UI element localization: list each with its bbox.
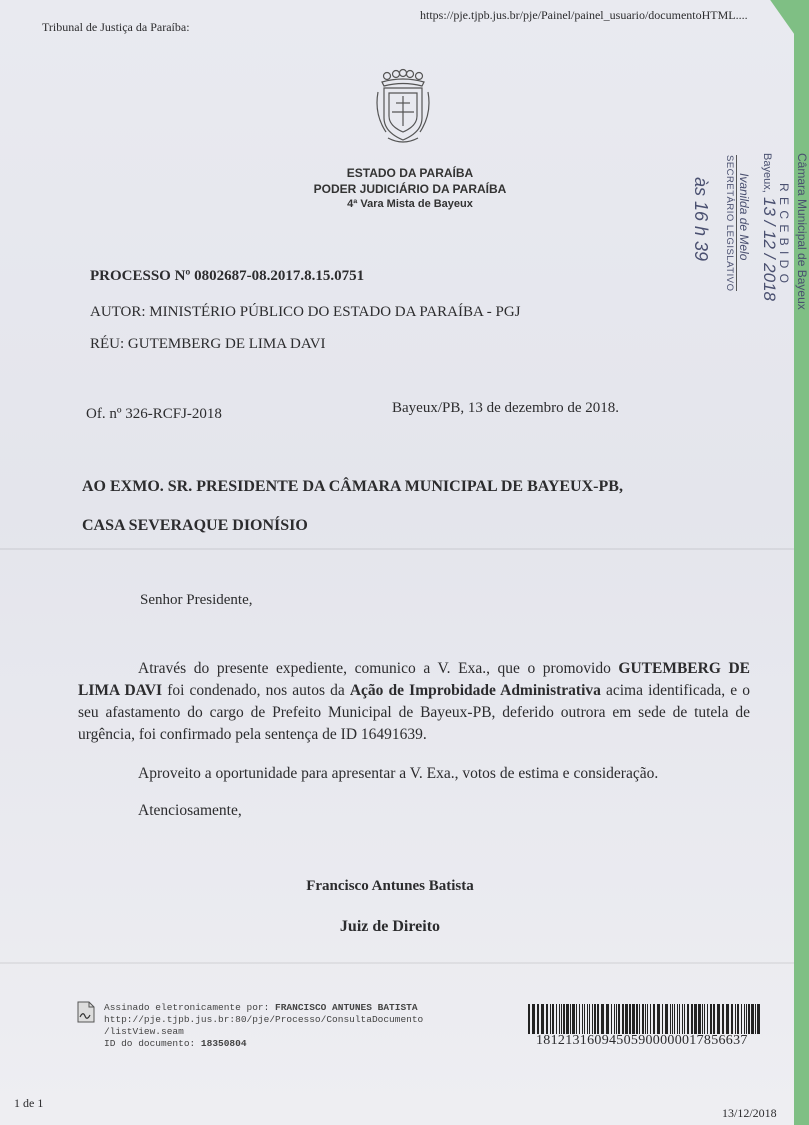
barcode [528,1004,760,1034]
barcode-bar [657,1004,660,1034]
barcode-bar [563,1004,565,1034]
signature-line [104,1002,423,1014]
barcode-bar [735,1004,736,1034]
barcode-bar [597,1004,599,1034]
document-id: 18350804 [200,1038,247,1049]
court-unit: 4ª Vara Mista de Bayeux [347,198,473,210]
barcode-bar [550,1004,551,1034]
barcode-bar [662,1004,663,1034]
barcode-bar [611,1004,612,1034]
fold-line [0,548,794,550]
body-text: Através do presente expediente, comunico a V. Exa., que o promovido [138,660,619,677]
barcode-bar [537,1004,539,1034]
barcode-bar [614,1004,615,1034]
barcode-bar [682,1004,683,1034]
barcode-bar [731,1004,733,1034]
barcode-bar [579,1004,580,1034]
barcode-bar [687,1004,689,1034]
barcode-bar [629,1004,631,1034]
recipient-house: CASA SEVERAQUE DIONÍSIO [82,517,308,534]
stamp-place: Bayeux, [761,153,773,193]
barcode-bar [748,1004,750,1034]
barcode-bar [625,1004,628,1034]
footer-date: 13/12/2018 [722,1106,777,1120]
barcode-bar [592,1004,593,1034]
case-defendant: RÉU: GUTEMBERG DE LIMA DAVI [90,336,326,352]
barcode-bar [679,1004,680,1034]
signer-role: Juiz de Direito [339,918,441,935]
barcode-bar [556,1004,557,1034]
barcode-bar [674,1004,675,1034]
judiciary-title: PODER JUDICIÁRIO DA PARAÍBA [313,182,507,196]
barcode-bar [601,1004,604,1034]
court-name: Tribunal de Justiça da Paraíba: [42,20,190,34]
barcode-bar [639,1004,640,1034]
process-number: PROCESSO Nº 0802687-08.2017.8.15.0751 [90,268,365,284]
body-text: acima identificada, e o seu afastamento do cargo de Prefeito Municipal de Bayeux-PB, deferido outrora em sede de tutela de urgência, foi confirmado pela sentença de ID 16491639. [78,682,750,743]
barcode-bar [672,1004,673,1034]
barcode-bar [751,1004,754,1034]
greeting: Senhor Presidente, [140,592,253,608]
barcode-bar [632,1004,635,1034]
barcode-bar [642,1004,644,1034]
oficio-number: Of. nº 326-RCFJ-2018 [86,406,222,422]
barcode-bar [566,1004,569,1034]
barcode-bar [618,1004,620,1034]
stamp-title: Câmara Municipal de Bayeux [795,153,809,310]
regards-paragraph: Aproveito a oportunidade para apresentar a V. Exa., votos de estima e consideração. [138,765,659,782]
barcode-bar [532,1004,535,1034]
barcode-bar [589,1004,590,1034]
digital-signature-icon [74,1000,98,1024]
barcode-bar [528,1004,530,1034]
signer-name: Francisco Antunes Batista [306,878,474,894]
barcode-bar [541,1004,544,1034]
barcode-bar [576,1004,577,1034]
stamp-department: SECRETÁRIO LEGISLATIVO [724,155,735,292]
barcode-bar [694,1004,697,1034]
action-name: Ação de Improbidade Administrativa [349,682,601,699]
barcode-bar [704,1004,705,1034]
barcode-bar [647,1004,648,1034]
case-author: AUTOR: MINISTÉRIO PÚBLICO DO ESTADO DA PARAÍBA - PGJ [90,304,521,320]
stamp-received: R E C E B I D O [777,183,791,285]
barcode-bar [584,1004,585,1034]
barcode-bar [744,1004,745,1034]
barcode-bar [665,1004,668,1034]
barcode-bar [677,1004,678,1034]
barcode-bar [741,1004,742,1034]
page-indicator: 1 de 1 [14,1096,44,1110]
barcode-bar [717,1004,720,1034]
document-id-line [104,1038,423,1050]
barcode-bar [698,1004,701,1034]
barcode-bar [726,1004,729,1034]
document-id-label: ID do documento: [104,1038,201,1049]
signature-name: FRANCISCO ANTUNES BATISTA [275,1002,418,1013]
body-text: foi condenado, nos autos da [162,682,350,699]
barcode-bar [587,1004,588,1034]
barcode-bar [622,1004,624,1034]
barcode-bar [582,1004,583,1034]
barcode-bar [702,1004,703,1034]
barcode-bar [559,1004,560,1034]
barcode-bar [691,1004,693,1034]
barcode-bar [616,1004,617,1034]
barcode-bar [737,1004,739,1034]
barcode-bar [653,1004,655,1034]
barcode-bar [561,1004,562,1034]
coat-of-arms-icon [374,70,432,146]
state-title: ESTADO DA PARAÍBA [346,166,474,180]
barcode-bar [707,1004,708,1034]
barcode-bar [650,1004,651,1034]
barcode-bar [710,1004,712,1034]
barcode-bar [572,1004,575,1034]
document-url: https://pje.tjpb.jus.br/pje/Painel/painel_usuario/documentoHTML.... [420,8,748,22]
barcode-bar [570,1004,571,1034]
barcode-bar [670,1004,671,1034]
stamp-handwritten-date: 13 / 12 / 2018 [760,197,779,301]
body-paragraph [78,658,750,746]
barcode-bar [606,1004,609,1034]
barcode-bar [684,1004,685,1034]
consulta-url: http://pje.tjpb.jus.br:80/pje/Processo/ConsultaDocumento [104,1014,424,1025]
stamp-handwritten-time: às 16 h 39 [691,177,711,262]
consulta-url-cont: /listView.seam [104,1026,184,1037]
place-date: Bayeux/PB, 13 de dezembro de 2018. [392,400,620,416]
reception-stamp [597,153,809,323]
barcode-bar [722,1004,724,1034]
barcode-bar [757,1004,760,1034]
barcode-bar [546,1004,548,1034]
stamp-handwritten-name: Ivanilda de Melo [737,173,751,261]
signature-label: Assinado eletronicamente por: [104,1002,276,1013]
defendant-name: GUTEMBERG DE LIMA DAVI [78,660,750,699]
barcode-bar [746,1004,747,1034]
barcode-bar [594,1004,596,1034]
barcode-bar [645,1004,646,1034]
barcode-bar [636,1004,638,1034]
fold-line [0,962,794,964]
recipient-line: AO EXMO. SR. PRESIDENTE DA CÂMARA MUNICIPAL DE BAYEUX-PB, [82,478,623,495]
barcode-bar [713,1004,715,1034]
barcode-bar [552,1004,554,1034]
electronic-signature-block [104,1002,423,1050]
barcode-bar [755,1004,756,1034]
barcode-number: 18121316094505900000017856637 [536,1033,748,1048]
closing: Atenciosamente, [138,802,242,819]
